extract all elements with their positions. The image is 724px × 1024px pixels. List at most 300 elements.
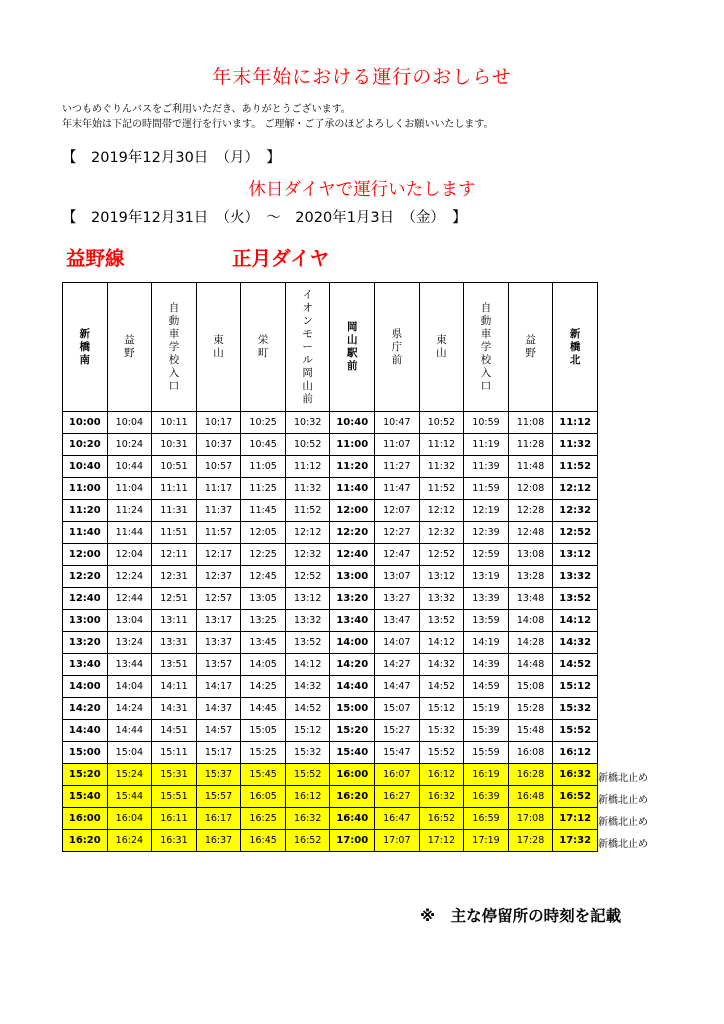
table-row xyxy=(63,566,598,588)
departure-time: 16:32 xyxy=(419,786,464,808)
row-note: 新橋北止め xyxy=(598,838,648,850)
departure-time: 15:24 xyxy=(107,764,152,786)
departure-time: 16:05 xyxy=(241,786,286,808)
departure-time: 13:07 xyxy=(375,566,420,588)
departure-time: 11:27 xyxy=(375,456,420,478)
departure-time: 15:07 xyxy=(375,698,420,720)
departure-time: 16:59 xyxy=(464,808,509,830)
departure-time: 11:24 xyxy=(107,500,152,522)
departure-time: 12:20 xyxy=(330,522,375,544)
departure-time: 15:37 xyxy=(196,764,241,786)
departure-time: 13:12 xyxy=(419,566,464,588)
departure-time: 14:19 xyxy=(464,632,509,654)
departure-time: 17:12 xyxy=(419,830,464,852)
departure-time: 14:00 xyxy=(330,632,375,654)
departure-time: 15:05 xyxy=(241,720,286,742)
departure-time: 10:20 xyxy=(63,434,108,456)
departure-time: 16:31 xyxy=(152,830,197,852)
departure-time: 10:00 xyxy=(63,412,108,434)
timetable xyxy=(62,282,598,852)
departure-time: 15:48 xyxy=(508,720,553,742)
departure-time: 12:08 xyxy=(508,478,553,500)
departure-time: 14:52 xyxy=(285,698,330,720)
departure-time: 14:47 xyxy=(375,676,420,698)
departure-time: 15:57 xyxy=(196,786,241,808)
departure-time: 11:40 xyxy=(63,522,108,544)
departure-time: 11:44 xyxy=(107,522,152,544)
departure-time: 17:28 xyxy=(508,830,553,852)
departure-time: 14:45 xyxy=(241,698,286,720)
departure-time: 11:32 xyxy=(285,478,330,500)
departure-time: 13:32 xyxy=(285,610,330,632)
stop-header xyxy=(375,283,420,412)
table-row xyxy=(63,478,598,500)
departure-time: 13:04 xyxy=(107,610,152,632)
stop-header xyxy=(508,283,553,412)
departure-time: 12:45 xyxy=(241,566,286,588)
departure-time: 16:37 xyxy=(196,830,241,852)
departure-time: 11:11 xyxy=(152,478,197,500)
departure-time: 16:32 xyxy=(285,808,330,830)
departure-time: 16:52 xyxy=(553,786,598,808)
departure-time: 15:20 xyxy=(330,720,375,742)
departure-time: 15:12 xyxy=(419,698,464,720)
departure-time: 14:48 xyxy=(508,654,553,676)
departure-time: 12:32 xyxy=(285,544,330,566)
departure-time: 11:12 xyxy=(285,456,330,478)
intro-line-1: いつもめぐりんバスをご利用いただき、ありがとうございます。 xyxy=(62,104,351,115)
departure-time: 12:40 xyxy=(330,544,375,566)
departure-time: 15:08 xyxy=(508,676,553,698)
stop-name: 益野 xyxy=(124,334,135,359)
departure-time: 16:32 xyxy=(553,764,598,786)
departure-time: 15:28 xyxy=(508,698,553,720)
departure-time: 14:24 xyxy=(107,698,152,720)
departure-time: 13:48 xyxy=(508,588,553,610)
departure-time: 11:05 xyxy=(241,456,286,478)
departure-time: 12:32 xyxy=(419,522,464,544)
departure-time: 12:28 xyxy=(508,500,553,522)
departure-time: 16:47 xyxy=(375,808,420,830)
table-row xyxy=(63,588,598,610)
departure-time: 13:39 xyxy=(464,588,509,610)
departure-time: 10:40 xyxy=(63,456,108,478)
departure-time: 16:17 xyxy=(196,808,241,830)
departure-time: 11:19 xyxy=(464,434,509,456)
departure-time: 11:08 xyxy=(508,412,553,434)
departure-time: 12:05 xyxy=(241,522,286,544)
row-note: 新橋北止め xyxy=(598,772,648,784)
departure-time: 14:32 xyxy=(419,654,464,676)
departure-time: 14:59 xyxy=(464,676,509,698)
stop-name: 東山 xyxy=(213,334,224,359)
departure-time: 16:52 xyxy=(285,830,330,852)
departure-time: 13:00 xyxy=(330,566,375,588)
intro-line-2: 年末年始は下記の時間帯で運行を行います。 ご理解・ご了承のほどよろしくお願いいたします。 xyxy=(62,119,494,130)
departure-time: 14:28 xyxy=(508,632,553,654)
departure-time: 10:44 xyxy=(107,456,152,478)
departure-time: 13:31 xyxy=(152,632,197,654)
departure-time: 11:59 xyxy=(464,478,509,500)
departure-time: 13:57 xyxy=(196,654,241,676)
table-row xyxy=(63,808,598,830)
departure-time: 10:57 xyxy=(196,456,241,478)
departure-time: 15:32 xyxy=(553,698,598,720)
departure-time: 10:47 xyxy=(375,412,420,434)
departure-time: 14:20 xyxy=(330,654,375,676)
departure-time: 16:28 xyxy=(508,764,553,786)
departure-time: 11:20 xyxy=(330,456,375,478)
table-row xyxy=(63,610,598,632)
departure-time: 13:28 xyxy=(508,566,553,588)
departure-time: 16:45 xyxy=(241,830,286,852)
departure-time: 16:27 xyxy=(375,786,420,808)
departure-time: 14:39 xyxy=(464,654,509,676)
departure-time: 16:40 xyxy=(330,808,375,830)
departure-time: 13:37 xyxy=(196,632,241,654)
departure-time: 13:52 xyxy=(419,610,464,632)
stop-header xyxy=(241,283,286,412)
departure-time: 15:32 xyxy=(285,742,330,764)
departure-time: 13:19 xyxy=(464,566,509,588)
table-row xyxy=(63,764,598,786)
departure-time: 13:44 xyxy=(107,654,152,676)
date-heading-1: 【 2019年12月30日 （月） 】 xyxy=(62,150,281,166)
departure-time: 13:17 xyxy=(196,610,241,632)
departure-time: 12:31 xyxy=(152,566,197,588)
departure-time: 13:40 xyxy=(63,654,108,676)
departure-time: 14:04 xyxy=(107,676,152,698)
departure-time: 12:27 xyxy=(375,522,420,544)
stop-name: 新橋北 xyxy=(569,327,581,366)
departure-time: 11:51 xyxy=(152,522,197,544)
departure-time: 13:47 xyxy=(375,610,420,632)
departure-time: 12:12 xyxy=(553,478,598,500)
departure-time: 10:24 xyxy=(107,434,152,456)
departure-time: 13:00 xyxy=(63,610,108,632)
route-name: 益野線 xyxy=(66,247,125,270)
table-row xyxy=(63,698,598,720)
departure-time: 12:00 xyxy=(63,544,108,566)
departure-time: 13:45 xyxy=(241,632,286,654)
departure-time: 10:40 xyxy=(330,412,375,434)
departure-time: 15:39 xyxy=(464,720,509,742)
departure-time: 12:48 xyxy=(508,522,553,544)
departure-time: 13:52 xyxy=(285,632,330,654)
table-row xyxy=(63,522,598,544)
departure-time: 13:05 xyxy=(241,588,286,610)
table-row xyxy=(63,786,598,808)
departure-time: 12:12 xyxy=(419,500,464,522)
departure-time: 16:08 xyxy=(508,742,553,764)
departure-time: 14:40 xyxy=(330,676,375,698)
departure-time: 11:07 xyxy=(375,434,420,456)
stop-header xyxy=(196,283,241,412)
departure-time: 14:37 xyxy=(196,698,241,720)
departure-time: 14:12 xyxy=(419,632,464,654)
departure-time: 17:12 xyxy=(553,808,598,830)
departure-time: 12:19 xyxy=(464,500,509,522)
departure-time: 15:47 xyxy=(375,742,420,764)
stop-name: 東山 xyxy=(436,334,447,359)
table-row xyxy=(63,654,598,676)
page-title: 年末年始における運行のおしらせ xyxy=(212,66,512,88)
departure-time: 12:57 xyxy=(196,588,241,610)
departure-time: 14:32 xyxy=(285,676,330,698)
departure-time: 11:45 xyxy=(241,500,286,522)
departure-time: 11:31 xyxy=(152,500,197,522)
stop-header xyxy=(464,283,509,412)
row-note: 新橋北止め xyxy=(598,816,648,828)
departure-time: 11:32 xyxy=(553,434,598,456)
departure-time: 15:32 xyxy=(419,720,464,742)
departure-time: 13:59 xyxy=(464,610,509,632)
departure-time: 16:24 xyxy=(107,830,152,852)
departure-time: 11:28 xyxy=(508,434,553,456)
stop-header xyxy=(107,283,152,412)
departure-time: 12:59 xyxy=(464,544,509,566)
timetable-header-row xyxy=(63,283,598,412)
departure-time: 10:25 xyxy=(241,412,286,434)
date-heading-2: 【 2019年12月31日 （火） ～ 2020年1月3日 （金） 】 xyxy=(62,210,467,226)
stop-name: 自動車学校入口 xyxy=(480,301,492,392)
departure-time: 14:20 xyxy=(63,698,108,720)
departure-time: 12:04 xyxy=(107,544,152,566)
footnote: ※ 主な停留所の時刻を記載 xyxy=(420,907,622,925)
departure-time: 15:17 xyxy=(196,742,241,764)
departure-time: 12:17 xyxy=(196,544,241,566)
departure-time: 16:48 xyxy=(508,786,553,808)
departure-time: 11:40 xyxy=(330,478,375,500)
departure-time: 10:51 xyxy=(152,456,197,478)
departure-time: 10:45 xyxy=(241,434,286,456)
departure-time: 15:52 xyxy=(553,720,598,742)
departure-time: 14:40 xyxy=(63,720,108,742)
departure-time: 11:52 xyxy=(285,500,330,522)
departure-time: 11:12 xyxy=(553,412,598,434)
departure-time: 15:52 xyxy=(419,742,464,764)
stop-header xyxy=(285,283,330,412)
stop-header xyxy=(330,283,375,412)
departure-time: 13:32 xyxy=(553,566,598,588)
departure-time: 17:32 xyxy=(553,830,598,852)
departure-time: 16:20 xyxy=(63,830,108,852)
departure-time: 16:07 xyxy=(375,764,420,786)
departure-time: 16:00 xyxy=(63,808,108,830)
departure-time: 15:20 xyxy=(63,764,108,786)
departure-time: 16:04 xyxy=(107,808,152,830)
departure-time: 14:05 xyxy=(241,654,286,676)
departure-time: 11:04 xyxy=(107,478,152,500)
departure-time: 15:25 xyxy=(241,742,286,764)
departure-time: 12:00 xyxy=(330,500,375,522)
departure-time: 11:12 xyxy=(419,434,464,456)
departure-time: 13:20 xyxy=(63,632,108,654)
departure-time: 16:00 xyxy=(330,764,375,786)
departure-time: 13:51 xyxy=(152,654,197,676)
departure-time: 14:07 xyxy=(375,632,420,654)
departure-time: 10:17 xyxy=(196,412,241,434)
departure-time: 13:12 xyxy=(553,544,598,566)
stop-name: 栄町 xyxy=(257,334,269,359)
departure-time: 14:12 xyxy=(553,610,598,632)
stop-header xyxy=(63,283,108,412)
departure-time: 13:40 xyxy=(330,610,375,632)
departure-time: 12:25 xyxy=(241,544,286,566)
departure-time: 16:12 xyxy=(553,742,598,764)
departure-time: 10:04 xyxy=(107,412,152,434)
departure-time: 13:20 xyxy=(330,588,375,610)
stop-name: 県庁前 xyxy=(391,327,403,366)
departure-time: 16:11 xyxy=(152,808,197,830)
departure-time: 16:25 xyxy=(241,808,286,830)
departure-time: 10:52 xyxy=(419,412,464,434)
departure-time: 17:00 xyxy=(330,830,375,852)
departure-time: 14:32 xyxy=(553,632,598,654)
departure-time: 14:00 xyxy=(63,676,108,698)
departure-time: 14:51 xyxy=(152,720,197,742)
departure-time: 15:19 xyxy=(464,698,509,720)
departure-time: 12:11 xyxy=(152,544,197,566)
departure-time: 12:52 xyxy=(419,544,464,566)
departure-time: 12:32 xyxy=(553,500,598,522)
timetable-body xyxy=(63,412,598,852)
departure-time: 14:11 xyxy=(152,676,197,698)
stop-name: 益野 xyxy=(525,334,536,359)
departure-time: 13:27 xyxy=(375,588,420,610)
departure-time: 11:52 xyxy=(419,478,464,500)
departure-time: 15:12 xyxy=(285,720,330,742)
departure-time: 16:39 xyxy=(464,786,509,808)
departure-time: 15:40 xyxy=(330,742,375,764)
departure-time: 12:24 xyxy=(107,566,152,588)
departure-time: 14:12 xyxy=(285,654,330,676)
departure-time: 10:31 xyxy=(152,434,197,456)
departure-time: 17:08 xyxy=(508,808,553,830)
departure-time: 15:00 xyxy=(63,742,108,764)
departure-time: 14:52 xyxy=(419,676,464,698)
departure-time: 13:52 xyxy=(553,588,598,610)
departure-time: 15:44 xyxy=(107,786,152,808)
table-row xyxy=(63,742,598,764)
departure-time: 11:52 xyxy=(553,456,598,478)
table-row xyxy=(63,544,598,566)
departure-time: 11:17 xyxy=(196,478,241,500)
departure-time: 12:39 xyxy=(464,522,509,544)
departure-time: 10:32 xyxy=(285,412,330,434)
departure-time: 14:27 xyxy=(375,654,420,676)
departure-time: 15:51 xyxy=(152,786,197,808)
departure-time: 13:12 xyxy=(285,588,330,610)
departure-time: 11:25 xyxy=(241,478,286,500)
departure-time: 15:11 xyxy=(152,742,197,764)
departure-time: 14:57 xyxy=(196,720,241,742)
table-row xyxy=(63,720,598,742)
departure-time: 11:00 xyxy=(63,478,108,500)
departure-time: 13:11 xyxy=(152,610,197,632)
departure-time: 16:12 xyxy=(285,786,330,808)
departure-time: 16:20 xyxy=(330,786,375,808)
departure-time: 14:25 xyxy=(241,676,286,698)
table-row xyxy=(63,456,598,478)
departure-time: 13:25 xyxy=(241,610,286,632)
stop-name: 自動車学校入口 xyxy=(168,301,180,392)
departure-time: 12:44 xyxy=(107,588,152,610)
table-row xyxy=(63,676,598,698)
departure-time: 14:08 xyxy=(508,610,553,632)
table-row xyxy=(63,434,598,456)
intro-text xyxy=(62,102,494,132)
departure-time: 15:45 xyxy=(241,764,286,786)
departure-time: 12:52 xyxy=(553,522,598,544)
departure-time: 13:32 xyxy=(419,588,464,610)
departure-time: 15:00 xyxy=(330,698,375,720)
departure-time: 11:00 xyxy=(330,434,375,456)
table-row xyxy=(63,500,598,522)
departure-time: 17:19 xyxy=(464,830,509,852)
departure-time: 15:59 xyxy=(464,742,509,764)
departure-time: 12:20 xyxy=(63,566,108,588)
departure-time: 12:47 xyxy=(375,544,420,566)
departure-time: 12:12 xyxy=(285,522,330,544)
departure-time: 10:11 xyxy=(152,412,197,434)
departure-time: 11:48 xyxy=(508,456,553,478)
departure-time: 15:40 xyxy=(63,786,108,808)
departure-time: 16:12 xyxy=(419,764,464,786)
stop-name: 新橋南 xyxy=(79,327,91,366)
departure-time: 15:12 xyxy=(553,676,598,698)
departure-time: 14:17 xyxy=(196,676,241,698)
departure-time: 13:08 xyxy=(508,544,553,566)
stop-name: イオンモール岡山前 xyxy=(302,288,313,405)
departure-time: 12:07 xyxy=(375,500,420,522)
departure-time: 15:31 xyxy=(152,764,197,786)
schedule-type: 正月ダイヤ xyxy=(232,247,330,270)
holiday-schedule-notice: 休日ダイヤで運行いたします xyxy=(248,180,476,200)
departure-time: 12:37 xyxy=(196,566,241,588)
departure-time: 10:59 xyxy=(464,412,509,434)
departure-time: 14:44 xyxy=(107,720,152,742)
stop-header xyxy=(152,283,197,412)
departure-time: 16:52 xyxy=(419,808,464,830)
stop-header xyxy=(553,283,598,412)
stop-header xyxy=(419,283,464,412)
departure-time: 11:37 xyxy=(196,500,241,522)
table-row xyxy=(63,830,598,852)
row-note: 新橋北止め xyxy=(598,794,648,806)
departure-time: 10:52 xyxy=(285,434,330,456)
departure-time: 12:51 xyxy=(152,588,197,610)
departure-time: 15:04 xyxy=(107,742,152,764)
departure-time: 11:20 xyxy=(63,500,108,522)
departure-time: 11:47 xyxy=(375,478,420,500)
departure-time: 15:27 xyxy=(375,720,420,742)
departure-time: 16:19 xyxy=(464,764,509,786)
departure-time: 11:57 xyxy=(196,522,241,544)
departure-time: 12:40 xyxy=(63,588,108,610)
departure-time: 12:52 xyxy=(285,566,330,588)
departure-time: 13:24 xyxy=(107,632,152,654)
departure-time: 11:39 xyxy=(464,456,509,478)
table-row xyxy=(63,632,598,654)
departure-time: 15:52 xyxy=(285,764,330,786)
departure-time: 17:07 xyxy=(375,830,420,852)
table-row xyxy=(63,412,598,434)
departure-time: 10:37 xyxy=(196,434,241,456)
departure-time: 14:52 xyxy=(553,654,598,676)
departure-time: 14:31 xyxy=(152,698,197,720)
stop-name: 岡山駅前 xyxy=(347,321,358,372)
